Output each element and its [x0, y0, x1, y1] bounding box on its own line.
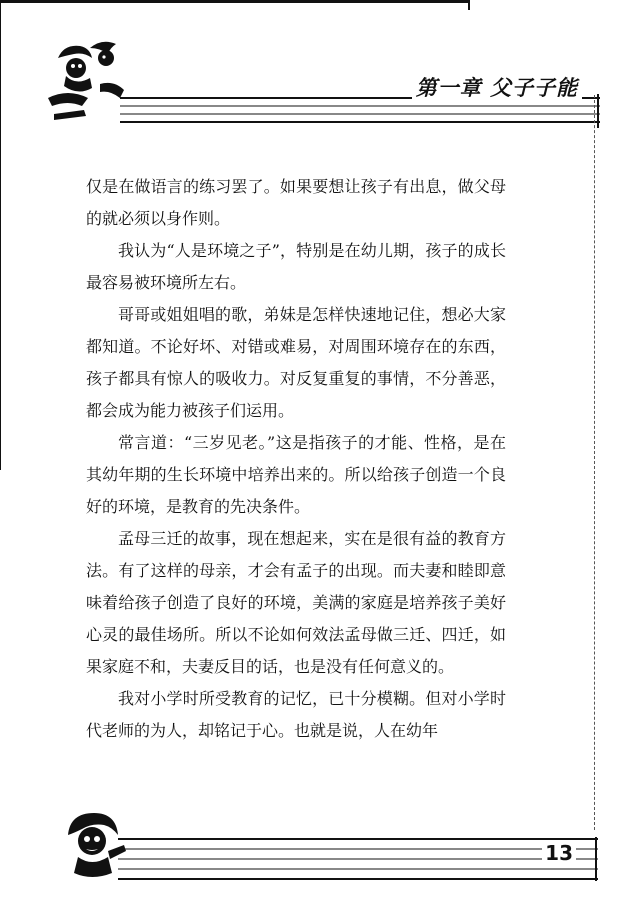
top-border-rule [0, 0, 468, 3]
paragraph: 我认为“人是环境之子”，特别是在幼儿期，孩子的成长最容易被环境所左右。 [86, 241, 506, 292]
paragraph: 哥哥或姐姐唱的歌，弟妹是怎样快速地记住，想必大家都知道。不论好坏、对错或难易，对周围环境存在的东西，孩子都具有惊人的吸收力。对反复重复的事情，不分善恶，都会成为能力被孩子们运用。 [86, 305, 506, 420]
footer-staff-lines [118, 833, 598, 883]
chapter-title: 第一章 父子子能 [412, 72, 582, 102]
top-border-tick [468, 0, 470, 10]
paragraph: 常言道：“三岁见老。”这是指孩子的才能、性格，是在其幼年期的生长环境中培养出来的。所以给孩子创造一个良好的环境，是教育的先决条件。 [86, 433, 506, 516]
body-text [86, 171, 506, 747]
right-margin-rule [594, 95, 596, 830]
page-number: 13 [542, 841, 576, 865]
paragraph: 我对小学时所受教育的记忆，已十分模糊。但对小学时代老师的为人，却铭记于心。也就是说，人在幼年 [86, 689, 506, 740]
paragraph: 孟母三迁的故事，现在想起来，实在是很有益的教育方法。有了这样的母亲，才会有孟子的出现。而夫妻和睦即意味着给孩子创造了良好的环境，美满的家庭是培养孩子美好心灵的最佳场所。所以不论如何效法孟母做三迁、四迁，如果家庭不和，夫妻反目的话，也是没有任何意义的。 [86, 529, 506, 676]
page-footer [58, 805, 598, 895]
paragraph-continued: 仅是在做语言的练习罢了。如果要想让孩子有出息，做父母的就必须以身作则。 [86, 177, 506, 228]
page-left-edge [0, 0, 1, 470]
page-header [40, 28, 600, 138]
